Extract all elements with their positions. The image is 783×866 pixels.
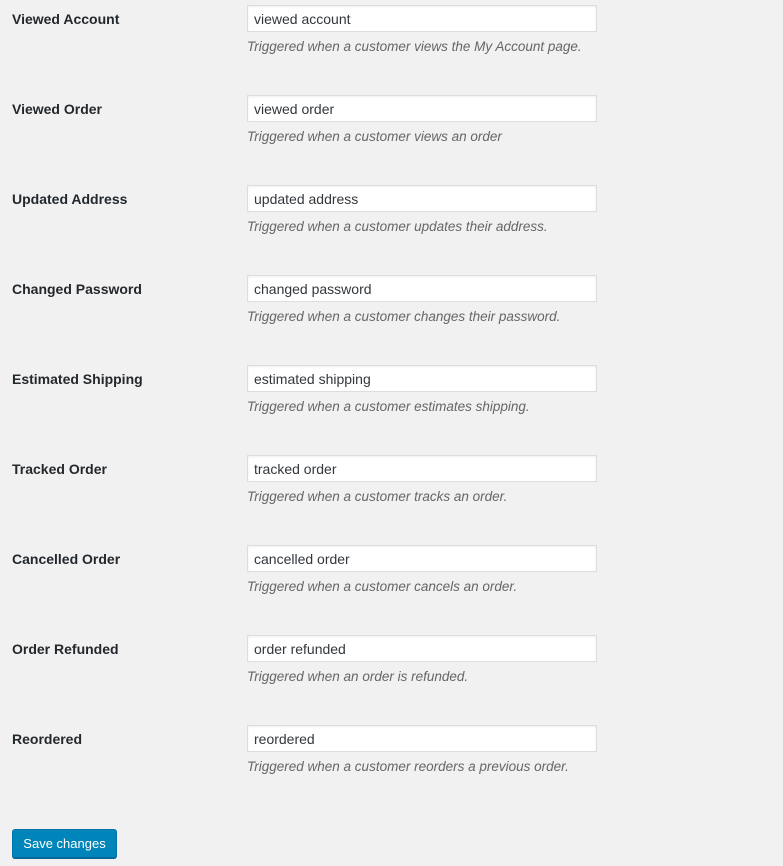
changed-password-input[interactable]	[247, 275, 597, 302]
field-row-reordered	[0, 720, 783, 810]
field-description: Triggered when a customer cancels an order.	[247, 579, 518, 594]
field-description: Triggered when a customer reorders a previous order.	[247, 759, 569, 774]
field-label: Estimated Shipping	[12, 371, 143, 387]
field-row-tracked-order	[0, 450, 783, 540]
viewed-account-input[interactable]	[247, 5, 597, 32]
field-label: Order Refunded	[12, 641, 119, 657]
field-row-order-refunded	[0, 630, 783, 720]
field-label: Tracked Order	[12, 461, 107, 477]
field-row-changed-password	[0, 270, 783, 360]
field-label: Viewed Order	[12, 101, 103, 117]
field-row-cancelled-order	[0, 540, 783, 630]
field-row-estimated-shipping	[0, 360, 783, 450]
field-description: Triggered when a customer estimates shipping.	[247, 399, 530, 414]
reordered-input[interactable]	[247, 725, 597, 752]
field-description: Triggered when an order is refunded.	[247, 669, 469, 684]
field-row-viewed-order	[0, 90, 783, 180]
field-row-viewed-account	[0, 0, 783, 90]
field-description: Triggered when a customer updates their address.	[247, 219, 548, 234]
field-description: Triggered when a customer changes their password.	[247, 309, 561, 324]
field-label: Updated Address	[12, 191, 128, 207]
order-refunded-input[interactable]	[247, 635, 597, 662]
field-label: Viewed Account	[12, 11, 120, 27]
field-description: Triggered when a customer views an order	[247, 129, 502, 144]
field-row-updated-address	[0, 180, 783, 270]
cancelled-order-input[interactable]	[247, 545, 597, 572]
field-description: Triggered when a customer tracks an order.	[247, 489, 508, 504]
updated-address-input[interactable]	[247, 185, 597, 212]
viewed-order-input[interactable]	[247, 95, 597, 122]
tracked-order-input[interactable]	[247, 455, 597, 482]
field-description: Triggered when a customer views the My Account page.	[247, 39, 582, 54]
estimated-shipping-input[interactable]	[247, 365, 597, 392]
save-changes-button[interactable]: Save changes	[12, 829, 117, 858]
field-label: Cancelled Order	[12, 551, 121, 567]
field-label: Reordered	[12, 731, 83, 747]
field-label: Changed Password	[12, 281, 142, 297]
